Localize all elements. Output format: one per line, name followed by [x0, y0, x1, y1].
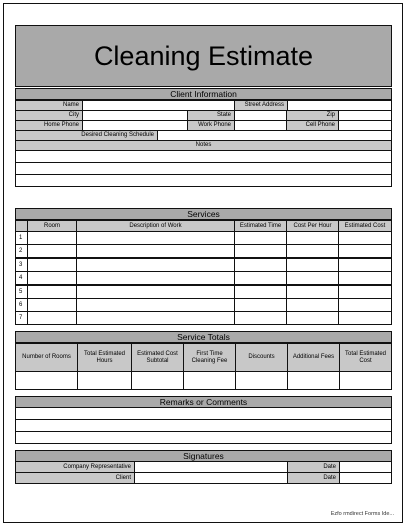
client-info-header: Client Information: [15, 88, 392, 100]
service-row-number: 2: [15, 244, 28, 258]
service-row-description-field[interactable]: [76, 311, 235, 325]
totals-col-total-cost: Total Estimated Cost: [339, 343, 392, 372]
services-header: Services: [15, 208, 392, 220]
form-page: [3, 3, 403, 523]
totals-col-subtotal: Estimated Cost Subtotal: [131, 343, 184, 372]
service-row-cost-per-hour-field[interactable]: [286, 271, 339, 285]
notes-label: Notes: [15, 140, 392, 151]
notes-line-3[interactable]: [15, 174, 392, 187]
totals-subtotal-field[interactable]: [131, 371, 184, 390]
name-label: Name: [15, 100, 83, 111]
service-row-estimated-cost-field[interactable]: [338, 285, 392, 299]
totals-col-discounts: Discounts: [235, 343, 288, 372]
service-row-estimated-time-field[interactable]: [234, 244, 287, 258]
totals-additional-fees-field[interactable]: [287, 371, 340, 390]
services-col-estimated-cost: Estimated Cost: [338, 220, 392, 232]
service-totals-header: Service Totals: [15, 331, 392, 343]
service-row-estimated-cost-field[interactable]: [338, 298, 392, 312]
company-rep-date-label: Date: [287, 461, 340, 473]
service-row-room-field[interactable]: [27, 271, 77, 285]
service-row-room-field[interactable]: [27, 311, 77, 325]
service-row-description-field[interactable]: [76, 271, 235, 285]
footer-note: Ezfo rmdirect Forms Ide...: [330, 511, 394, 517]
service-row-number: 7: [15, 311, 28, 325]
company-rep-label: Company Representative: [15, 461, 135, 473]
city-label: City: [15, 110, 83, 121]
cell-phone-label: Cell Phone: [286, 120, 339, 131]
service-row-number: 4: [15, 271, 28, 285]
remarks-line-3[interactable]: [15, 431, 392, 444]
service-row-description-field[interactable]: [76, 298, 235, 312]
services-col-estimated-time: Estimated Time: [234, 220, 287, 232]
services-col-description: Description of Work: [76, 220, 235, 232]
service-row-cost-per-hour-field[interactable]: [286, 231, 339, 245]
signatures-header: Signatures: [15, 450, 392, 462]
totals-hours-field[interactable]: [77, 371, 132, 390]
service-row-estimated-time-field[interactable]: [234, 258, 287, 272]
schedule-label: Desired Cleaning Schedule: [15, 130, 158, 141]
service-row-description-field[interactable]: [76, 258, 235, 272]
service-row-number: 5: [15, 285, 28, 299]
service-row-estimated-cost-field[interactable]: [338, 231, 392, 245]
service-row-number: 1: [15, 231, 28, 245]
service-row-estimated-time-field[interactable]: [234, 271, 287, 285]
service-row-estimated-time-field[interactable]: [234, 231, 287, 245]
service-row-estimated-cost-field[interactable]: [338, 271, 392, 285]
service-row-room-field[interactable]: [27, 258, 77, 272]
totals-total-cost-field[interactable]: [339, 371, 392, 390]
service-row-estimated-time-field[interactable]: [234, 285, 287, 299]
services-col-room: Room: [27, 220, 77, 232]
service-row-cost-per-hour-field[interactable]: [286, 285, 339, 299]
service-row-room-field[interactable]: [27, 244, 77, 258]
totals-discounts-field[interactable]: [235, 371, 288, 390]
remarks-header: Remarks or Comments: [15, 396, 392, 408]
service-row-room-field[interactable]: [27, 298, 77, 312]
service-row-estimated-cost-field[interactable]: [338, 244, 392, 258]
service-row-cost-per-hour-field[interactable]: [286, 298, 339, 312]
totals-col-first-time-fee: First Time Cleaning Fee: [183, 343, 236, 372]
home-phone-label: Home Phone: [15, 120, 83, 131]
service-row-description-field[interactable]: [76, 285, 235, 299]
service-row-estimated-time-field[interactable]: [234, 298, 287, 312]
work-phone-label: Work Phone: [187, 120, 235, 131]
client-date-field[interactable]: [339, 472, 392, 484]
service-row-estimated-cost-field[interactable]: [338, 258, 392, 272]
service-row-number: 3: [15, 258, 28, 272]
totals-rooms-field[interactable]: [15, 371, 78, 390]
service-row-room-field[interactable]: [27, 231, 77, 245]
service-row-estimated-time-field[interactable]: [234, 311, 287, 325]
service-row-cost-per-hour-field[interactable]: [286, 311, 339, 325]
totals-col-hours: Total Estimated Hours: [77, 343, 132, 372]
service-row-description-field[interactable]: [76, 244, 235, 258]
service-row-cost-per-hour-field[interactable]: [286, 258, 339, 272]
totals-first-time-fee-field[interactable]: [183, 371, 236, 390]
service-row-number: 6: [15, 298, 28, 312]
zip-label: Zip: [286, 110, 339, 121]
service-row-estimated-cost-field[interactable]: [338, 311, 392, 325]
street-label: Street Address: [234, 100, 288, 111]
client-signature-field[interactable]: [134, 472, 288, 484]
totals-col-additional-fees: Additional Fees: [287, 343, 340, 372]
service-row-room-field[interactable]: [27, 285, 77, 299]
state-label: State: [187, 110, 235, 121]
service-row-description-field[interactable]: [76, 231, 235, 245]
form-title: Cleaning Estimate: [15, 25, 392, 87]
service-row-cost-per-hour-field[interactable]: [286, 244, 339, 258]
client-date-label: Date: [287, 472, 340, 484]
client-signature-label: Client: [15, 472, 135, 484]
services-col-cost-per-hour: Cost Per Hour: [286, 220, 339, 232]
totals-col-rooms: Number of Rooms: [15, 343, 78, 372]
